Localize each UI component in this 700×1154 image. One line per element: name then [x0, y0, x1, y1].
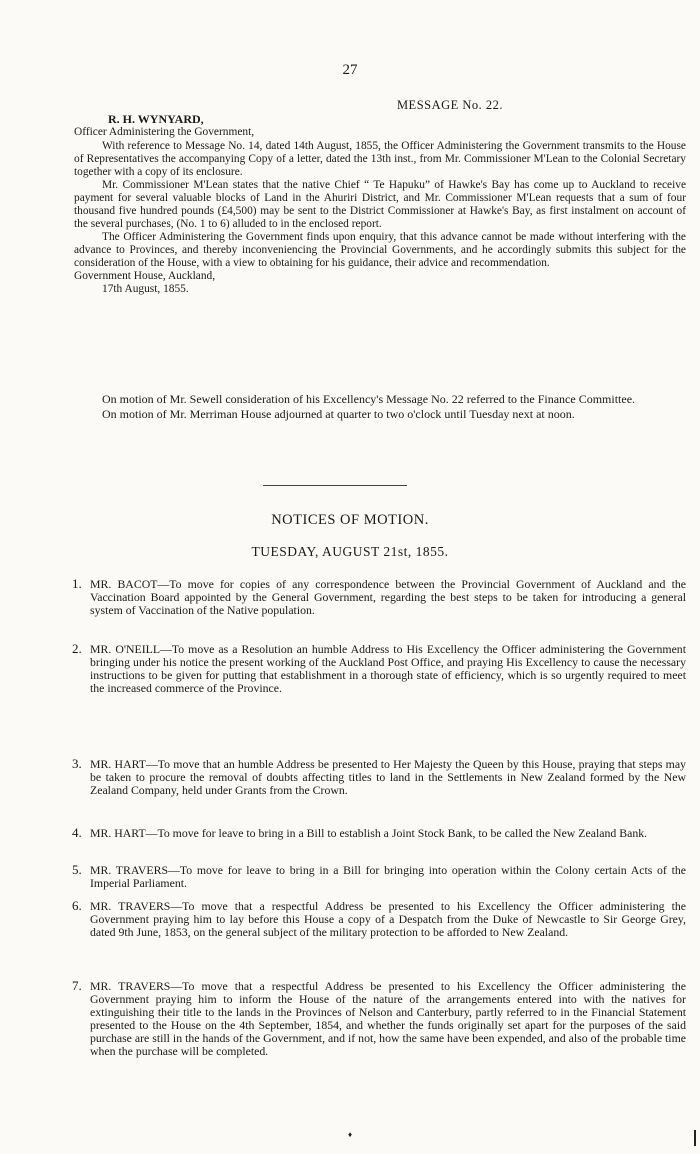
motion-entry: On motion of Mr. Merriman House adjourned at quarter to two o'clock until Tuesday next at noon. — [102, 407, 575, 421]
message-title: MESSAGE No. 22. — [396, 98, 504, 112]
notice-item — [72, 864, 686, 890]
message-place: Government House, Auckland, — [74, 270, 216, 282]
notice-text: MR. TRAVERS—To move that a respectful Address be presented to his Excellency the Officer administering the Government praying him to inform the House of the nature of the arrangements entered into with the natives for extinguishing their title to the lands in the Provinces of Nelson and Canterbury, partly referred to in the Financial Statement presented to the House on the 4th September, 1854, and whether the funds originally set apart for the purposes of the said purchase are still in the hands of the Government, and if not, how the same have been expended, and also of the probable time when the purchase will be completed. — [90, 979, 686, 1058]
notice-text: MR. BACOT—To move for copies of any correspondence between the Provincial Government of Auckland and the Vaccination Board appointed by the General Government, regarding the best steps to be taken for introducing a general system of Vaccination of the Native population. — [90, 577, 686, 617]
page-number: 27 — [342, 62, 358, 78]
notice-item — [72, 827, 686, 840]
notice-item — [72, 980, 686, 1057]
notice-item — [72, 643, 686, 695]
notices-date: TUESDAY, AUGUST 21st, 1855. — [251, 544, 449, 559]
message-paragraph: Mr. Commissioner M'Lean states that the native Chief “ Te Hapuku” of Hawke's Bay has come up to Auckland to receive payment for several valuable blocks of Land in the Ahuriri District, and Mr. Commissioner M'Lean requests that a sum of four thousand five hundred pounds (£4,500) may be sent to the District Commissioner at Hawke's Bay, as first instalment on account of the several purchases, (No. 1 to 6) alluded to in the enclosed report. — [74, 179, 686, 230]
message-signatory-role: Officer Administering the Government, — [74, 126, 255, 138]
notice-text: MR. O'NEILL—To move as a Resolution an humble Address to His Excellency the Officer administering the Government bringing under his notice the present working of the Auckland Post Office, and praying His Excellency to cause the necessary instructions to be given for putting that establishment in a thorough state of efficiency, which is so urgently required to meet the increased commerce of the Province. — [90, 642, 686, 695]
notice-item — [72, 578, 686, 617]
notice-text: MR. HART—To move for leave to bring in a Bill to establish a Joint Stock Bank, to be called the New Zealand Bank. — [90, 826, 648, 840]
notice-item — [72, 900, 686, 939]
notice-text: MR. TRAVERS—To move for leave to bring in a Bill for bringing into operation within the Colony certain Acts of the Imperial Parliament. — [90, 863, 686, 890]
message-paragraph: With reference to Message No. 14, dated 14th August, 1855, the Officer Administering the Government transmits to the House of Representatives the accompanying Copy of a letter, dated the 13th inst., from Mr. Commissioner M'Lean to the Colonial Secretary together with a copy of its enclosure. — [74, 140, 686, 178]
page-edge-mark — [694, 1130, 696, 1146]
notice-number: 6. — [72, 898, 82, 913]
notice-number: 2. — [72, 641, 82, 656]
printer-mark: ♦ — [348, 1130, 353, 1139]
notice-text: MR. HART—To move that an humble Address be presented to Her Majesty the Queen by this House, praying that steps may be taken to procure the removal of doubts affecting titles to land in the Settlements in New Zealand formed by the New Zealand Company, held under Grants from the Crown. — [90, 757, 686, 797]
notices-title: NOTICES OF MOTION. — [271, 512, 429, 528]
notice-number: 4. — [72, 825, 82, 840]
motions-section — [74, 392, 686, 422]
notice-item — [72, 758, 686, 797]
notice-number: 7. — [72, 978, 82, 993]
section-divider — [263, 485, 407, 486]
notice-number: 3. — [72, 756, 82, 771]
notice-text: MR. TRAVERS—To move that a respectful Address be presented to his Excellency the Officer administering the Government praying him to lay before this House a copy of a Despatch from the Duke of Newcastle to Sir George Grey, dated 9th June, 1853, on the general subject of the military protection to be afforded to New Zealand. — [90, 899, 686, 939]
notice-number: 5. — [72, 862, 82, 877]
message-body — [74, 140, 686, 296]
message-signatory: R. H. WYNYARD, — [108, 112, 204, 126]
motion-entry: On motion of Mr. Sewell consideration of his Excellency's Message No. 22 referred to the Finance Committee. — [102, 392, 636, 406]
message-date: 17th August, 1855. — [102, 283, 189, 295]
message-paragraph: The Officer Administering the Government finds upon enquiry, that this advance cannot be made without interfering with the advance to Provinces, and thereby inconveniencing the Provincial Governments, and he accordingly submits this subject for the consideration of the House, with a view to obtaining for his guidance, their advice and recommendation. — [74, 231, 686, 269]
notice-number: 1. — [72, 576, 82, 591]
